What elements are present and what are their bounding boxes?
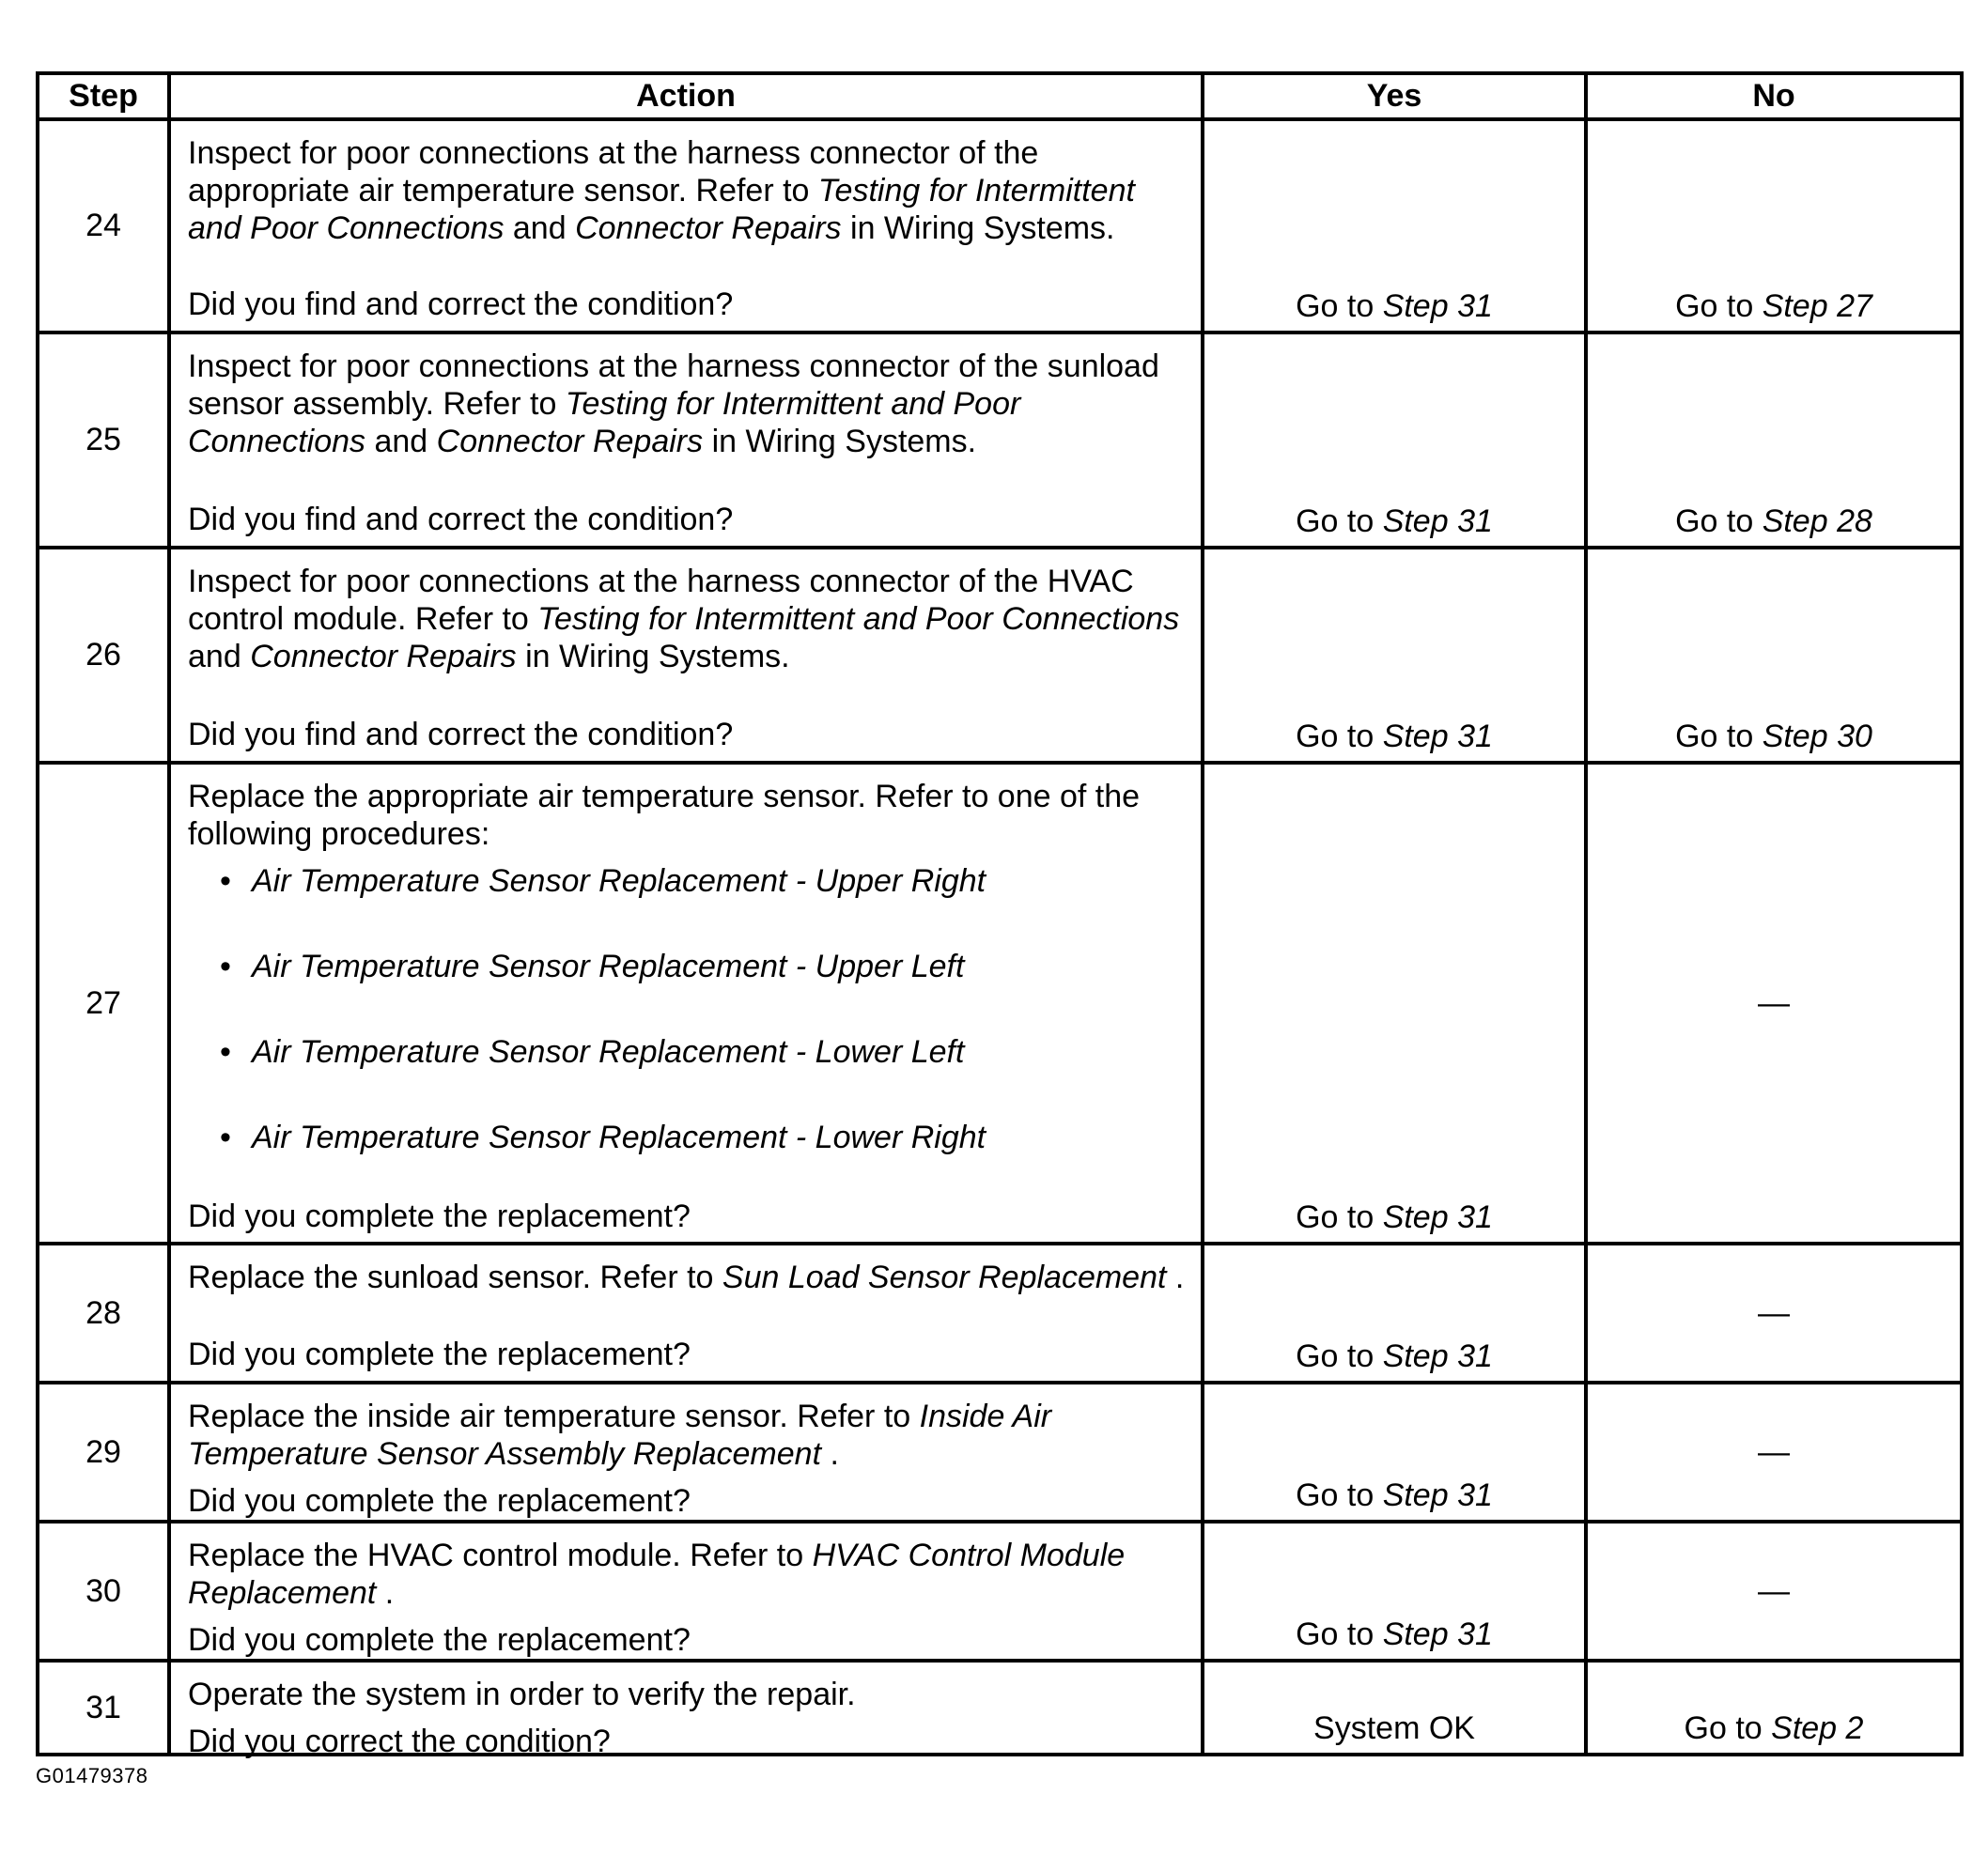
step-number: 31 (38, 1661, 169, 1755)
action-text-segment: and (365, 424, 437, 459)
yes-cell (1203, 119, 1586, 333)
no-cell (1586, 548, 1962, 763)
no-cell-empty: — (1586, 1383, 1962, 1522)
no-cell (1586, 333, 1962, 548)
action-text (188, 1537, 1189, 1612)
no-cell (1586, 1661, 1962, 1755)
table-row (38, 119, 1962, 333)
action-question: Did you find and correct the condition? (188, 286, 734, 322)
action-question: Did you find and correct the condition? (188, 717, 734, 752)
action-text-segment: in Wiring Systems. (703, 424, 977, 459)
action-cell (169, 1661, 1203, 1759)
reference-link-text: HVAC Control Module Replacement (188, 1538, 1126, 1611)
step-number: 30 (38, 1522, 169, 1661)
action-text-segment: Inspect for poor connections at the harness connector of the appropriate air temperature sensor. Refer to (188, 135, 1039, 209)
action-text-segment: . (376, 1575, 395, 1611)
header-action: Action (169, 73, 1203, 119)
action-text-segment: in Wiring Systems. (841, 210, 1115, 246)
table-header (38, 73, 1962, 119)
table-row (38, 763, 1962, 1244)
action-text-segment: . (1166, 1260, 1185, 1295)
action-text-segment: and (504, 210, 576, 246)
action-cell (169, 763, 1203, 1244)
yes-cell (1203, 763, 1586, 1244)
reference-link-text: Testing for Intermittent and Poor Connections (188, 386, 1021, 459)
action-cell (169, 548, 1203, 763)
table-row (38, 1383, 1962, 1522)
action-question: Did you complete the replacement? (188, 1622, 691, 1658)
procedure-list-item: • Air Temperature Sensor Replacement - Upper Left (188, 948, 1189, 985)
header-no: No (1586, 73, 1962, 119)
action-cell (169, 1244, 1203, 1383)
header-yes: Yes (1203, 73, 1586, 119)
no-cell-empty: — (1586, 1522, 1962, 1661)
action-text-segment: and (188, 639, 251, 674)
action-text-segment: Replace the appropriate air temperature sensor. Refer to one of the following procedures: (188, 779, 1141, 852)
table-row (38, 333, 1962, 548)
diagnostic-table (36, 71, 1964, 1759)
action-text-segment: in Wiring Systems. (516, 639, 790, 674)
no-text: Go to (1684, 1710, 1772, 1746)
action-question: Did you find and correct the condition? (188, 502, 734, 537)
action-text-segment: Replace the inside air temperature sensor. Refer to (188, 1399, 920, 1434)
yes-step-reference: Step 31 (1382, 1199, 1493, 1235)
step-number: 27 (38, 763, 169, 1244)
yes-cell (1203, 1522, 1586, 1661)
yes-text: Go to (1296, 719, 1383, 754)
no-cell-empty: — (1586, 763, 1962, 1244)
no-text: Go to (1675, 719, 1763, 754)
table-body (38, 119, 1962, 1759)
yes-text: Go to (1296, 1199, 1383, 1235)
action-cell (169, 333, 1203, 548)
no-text: Go to (1675, 503, 1763, 539)
action-cell (169, 1383, 1203, 1522)
yes-cell (1203, 1244, 1586, 1383)
action-text (188, 1676, 1189, 1713)
action-question: Did you correct the condition? (188, 1724, 611, 1759)
yes-cell (1203, 1383, 1586, 1522)
step-number: 26 (38, 548, 169, 763)
yes-cell (1203, 548, 1586, 763)
yes-cell (1203, 1661, 1586, 1755)
reference-link-text: Sun Load Sensor Replacement (722, 1260, 1167, 1295)
no-text: Go to (1675, 288, 1763, 324)
action-text (188, 1398, 1189, 1473)
action-text (188, 778, 1189, 1188)
no-cell-empty: — (1586, 1244, 1962, 1383)
reference-link-text: Testing for Intermittent and Poor Connections (188, 173, 1135, 246)
table-row (38, 1244, 1962, 1383)
action-question: Did you complete the replacement? (188, 1337, 691, 1372)
step-number: 24 (38, 119, 169, 333)
table-row (38, 548, 1962, 763)
procedure-list (188, 862, 1189, 1156)
action-text-segment: Operate the system in order to verify the repair. (188, 1677, 856, 1712)
yes-text: Go to (1296, 503, 1383, 539)
yes-step-reference: Step 31 (1382, 1477, 1493, 1513)
reference-link-text: Connector Repairs (575, 210, 842, 246)
no-cell (1586, 119, 1962, 333)
reference-link-text: Inside Air Temperature Sensor Assembly Replacement (188, 1399, 1052, 1472)
action-text (188, 563, 1189, 675)
header-step: Step (38, 73, 169, 119)
figure-id: G01479378 (36, 1764, 148, 1787)
yes-cell (1203, 333, 1586, 548)
action-text-segment: Replace the sunload sensor. Refer to (188, 1260, 722, 1295)
action-text-segment: . (821, 1436, 839, 1472)
action-cell (169, 119, 1203, 333)
action-text (188, 134, 1189, 247)
table-row (38, 1522, 1962, 1661)
header-row (38, 73, 1962, 119)
yes-text: System OK (1313, 1710, 1475, 1746)
reference-link-text: Testing for Intermittent and Poor Connections (537, 601, 1180, 637)
table-row (38, 1661, 1962, 1755)
no-step-reference: Step 30 (1762, 719, 1872, 754)
action-cell (169, 1522, 1203, 1661)
yes-text: Go to (1296, 1338, 1383, 1374)
yes-step-reference: Step 31 (1382, 288, 1493, 324)
yes-step-reference: Step 31 (1382, 719, 1493, 754)
yes-text: Go to (1296, 288, 1383, 324)
reference-link-text: Connector Repairs (436, 424, 704, 459)
action-text-segment: Replace the HVAC control module. Refer to (188, 1538, 813, 1573)
yes-step-reference: Step 31 (1382, 1616, 1493, 1652)
step-number: 29 (38, 1383, 169, 1522)
procedure-list-item: • Air Temperature Sensor Replacement - Lower Left (188, 1033, 1189, 1071)
yes-step-reference: Step 31 (1382, 1338, 1493, 1374)
reference-link-text: Connector Repairs (250, 639, 517, 674)
action-question: Did you complete the replacement? (188, 1199, 691, 1234)
procedure-list-item: • Air Temperature Sensor Replacement - Lower Right (188, 1119, 1189, 1156)
step-number: 28 (38, 1244, 169, 1383)
yes-step-reference: Step 31 (1382, 503, 1493, 539)
yes-text: Go to (1296, 1477, 1383, 1513)
action-text (188, 1259, 1189, 1296)
action-question: Did you complete the replacement? (188, 1483, 691, 1519)
no-step-reference: Step 2 (1771, 1710, 1864, 1746)
action-text (188, 348, 1189, 460)
no-step-reference: Step 27 (1762, 288, 1872, 324)
procedure-list-item: • Air Temperature Sensor Replacement - Upper Right (188, 862, 1189, 900)
yes-text: Go to (1296, 1616, 1383, 1652)
no-step-reference: Step 28 (1762, 503, 1872, 539)
step-number: 25 (38, 333, 169, 548)
action-text-segment: Inspect for poor connections at the harness connector of the sunload sensor assembly. Refer to (188, 348, 1159, 422)
action-text-segment: Inspect for poor connections at the harness connector of the HVAC control module. Refer to (188, 564, 1134, 637)
